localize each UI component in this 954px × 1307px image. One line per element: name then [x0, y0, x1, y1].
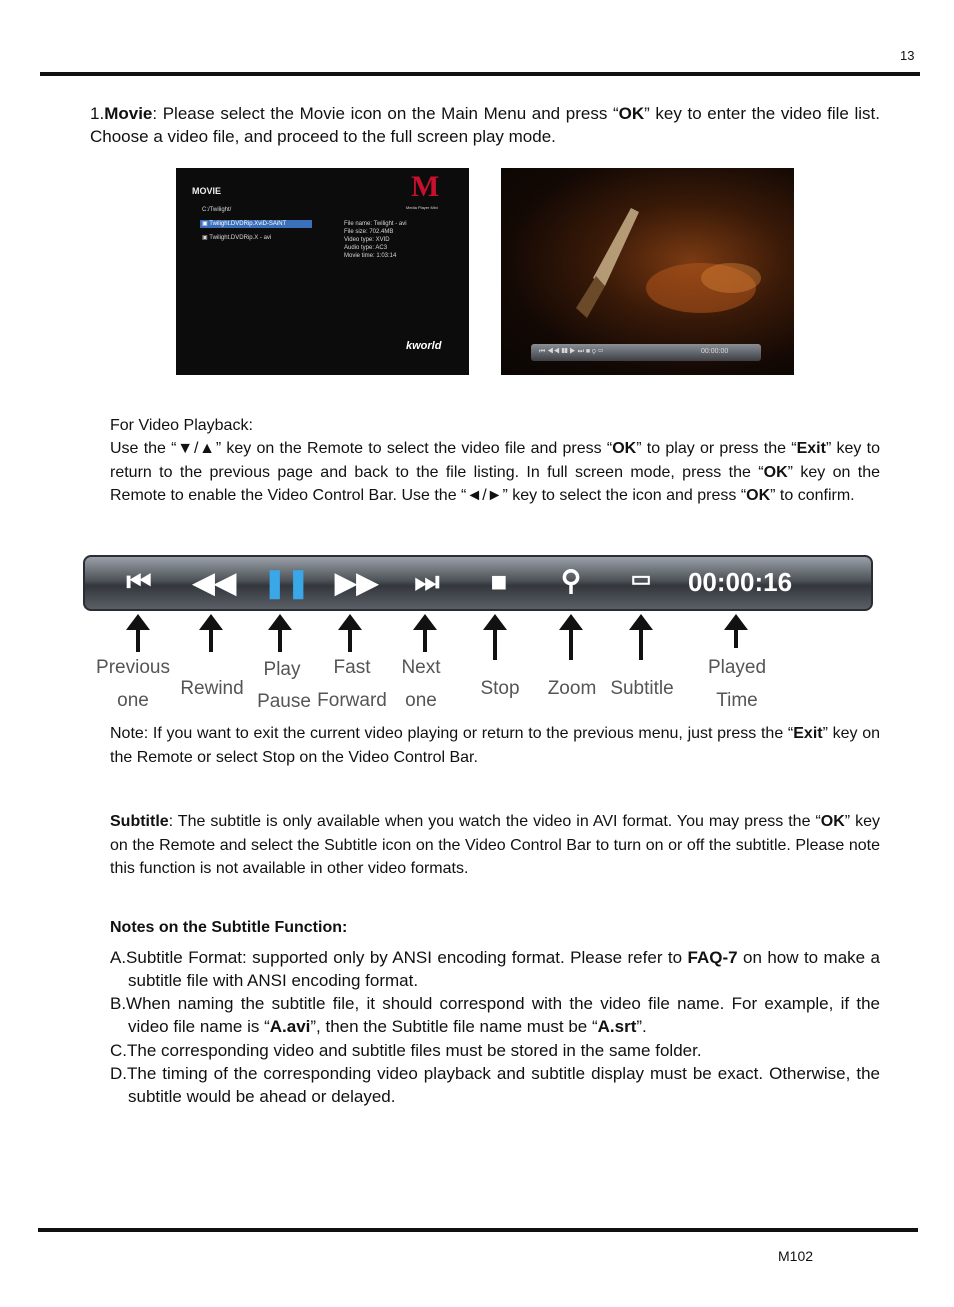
note-item-d: D.The timing of the corresponding video playback and subtitle display must be exact. Otherwise, the subtitle would be ahead or delayed.: [110, 1064, 880, 1106]
label-fast: Fast: [333, 657, 371, 678]
label-play: Play: [263, 659, 301, 680]
label-stop: Stop: [480, 678, 520, 699]
file-name: Twilight.DVDRip.X - avi: [209, 235, 272, 241]
text: ” key on the Remote and select the Subtitle icon on the Video Control Bar to turn on or off the subtitle. Please note this function is not available in other video formats.: [110, 813, 881, 877]
text: ” key on the Remote or select Stop on the Video Control Bar.: [110, 725, 880, 766]
model-number: M102: [778, 1248, 814, 1264]
notes-heading: Notes on the Subtitle Function:: [110, 919, 348, 936]
arrow-played-time: [724, 614, 748, 648]
menu-title: MOVIE: [192, 186, 222, 196]
pause-icon[interactable]: ❚❚: [263, 567, 310, 598]
subtitle-icon[interactable]: ▭: [630, 566, 652, 591]
arrow-next: [413, 614, 437, 652]
srt-filename: A.srt: [597, 1017, 637, 1036]
label-played: Played: [707, 657, 767, 678]
playback-heading: For Video Playback:: [110, 417, 253, 434]
movie-paragraph: [90, 102, 880, 148]
note-item-a: [110, 946, 880, 992]
text: ” key to return to the previous page and back to the file listing. In full screen mode, press the “: [110, 440, 881, 481]
text: : The subtitle is only available when you watch the video in AVI format. You may press the “: [168, 813, 821, 830]
text: ” key to select the icon and press “: [502, 487, 747, 504]
arrow-play: [268, 614, 292, 652]
exit-key: Exit: [793, 725, 823, 742]
text: Use the “: [110, 440, 177, 457]
brand-logo: M: [411, 170, 440, 203]
label-previous-1: Previous: [96, 657, 170, 678]
file-item[interactable]: [202, 234, 271, 242]
text: on how to make a subtitle file with ANSI encoding format.: [128, 948, 880, 990]
info-line: File name: Twilight - avi: [344, 221, 407, 227]
subtitle-paragraph: [110, 810, 880, 881]
label-subtitle: Subtitle: [610, 678, 674, 699]
text: B.When naming the subtitle file, it should correspond with the video file name. For example, if the video file name is “: [110, 994, 880, 1036]
page-number: 13: [900, 48, 915, 63]
label-pause: Pause: [257, 691, 311, 712]
file-name: Twilight.DVDRip.XviD-SAiNT: [209, 221, 287, 227]
text: Note: If you want to exit the current video playing or return to the previous menu, just press the “: [110, 725, 794, 742]
left-right-key: ◄/►: [466, 487, 503, 504]
arrow-stop: [483, 614, 507, 660]
info-line: Movie time: 1:03:14: [344, 253, 397, 259]
label-rewind: Rewind: [180, 678, 244, 699]
note-item-b: [110, 992, 880, 1038]
text: ” to confirm.: [770, 487, 855, 504]
info-line: Video type: XVID: [344, 237, 390, 243]
stop-icon[interactable]: ■: [490, 566, 508, 597]
note-item-c: C.The corresponding video and subtitle files must be stored in the same folder.: [110, 1041, 702, 1060]
up-down-key: ▼/▲: [176, 440, 216, 457]
playback-screenshot: [501, 168, 794, 375]
ok-key: OK: [820, 813, 845, 830]
played-time-readout: 00:00:16: [687, 567, 793, 597]
header-rule: [40, 72, 920, 76]
mini-control-bar: [531, 344, 761, 361]
text: ” key on the Remote to enable the Video Control Bar. Use the “: [110, 463, 881, 504]
brand-logo-subtitle: Media Player Mini: [406, 205, 438, 210]
kworld-logo: kworld: [406, 340, 442, 352]
arrow-fast: [338, 614, 362, 652]
next-icon[interactable]: ⏭: [414, 566, 440, 597]
ok-key: OK: [612, 440, 637, 457]
footer-rule: [38, 1228, 918, 1232]
playback-paragraph: [110, 437, 880, 508]
arrow-previous: [126, 614, 150, 652]
ok-key: OK: [746, 487, 771, 504]
zoom-icon[interactable]: ⚲: [560, 565, 582, 596]
movie-menu-screenshot: [176, 168, 469, 375]
arrow-rewind: [199, 614, 223, 652]
arrow-zoom: [559, 614, 583, 660]
info-line: File size: 702.4MB: [344, 229, 394, 235]
ok-key: OK: [618, 104, 645, 123]
previous-icon[interactable]: ⏮: [126, 566, 152, 597]
file-info: [344, 220, 407, 260]
exit-key: Exit: [796, 440, 826, 457]
info-line: Audio type: AC3: [344, 245, 388, 251]
file-item-selected[interactable]: [200, 220, 312, 228]
text: ”, then the Subtitle file name must be “: [310, 1017, 598, 1036]
label-forward: Forward: [317, 690, 387, 711]
text: ” key on the Remote to select the video file and press “: [215, 440, 613, 457]
rewind-icon[interactable]: ◀◀: [193, 567, 237, 598]
fast-forward-icon[interactable]: ▶▶: [335, 567, 379, 598]
movie-text-2: ” key to enter the video file list. Choose a video file, and proceed to the full screen play mode.: [90, 104, 880, 146]
movie-label: Movie: [104, 104, 153, 123]
mini-controls: ⏮ ◀◀ ❚❚ ▶ ⏭ ■ ⚲ ▭: [539, 348, 604, 355]
label-next-one: one: [405, 690, 437, 711]
mini-time: 00:00:00: [701, 348, 729, 355]
label-zoom: Zoom: [547, 678, 597, 699]
video-control-bar: [83, 555, 873, 611]
item-number: 1.: [90, 104, 105, 123]
file-icon: ▣: [202, 221, 210, 227]
arrow-subtitle: [629, 614, 653, 660]
exit-note: [110, 722, 880, 769]
text: A.Subtitle Format: supported only by ANSI encoding format. Please refer to: [110, 948, 688, 967]
file-icon: ▣: [202, 235, 210, 241]
folder-path: C:/Twilight/: [202, 207, 232, 213]
label-previous-2: one: [117, 690, 149, 711]
movie-text-1: : Please select the Movie icon on the Main Menu and press “: [152, 104, 619, 123]
ok-key: OK: [763, 463, 788, 481]
text: ” to play or press the “: [636, 440, 797, 457]
label-time: Time: [716, 690, 758, 711]
text: ”.: [636, 1017, 647, 1036]
subtitle-label: Subtitle: [110, 813, 169, 830]
label-next: Next: [401, 657, 441, 678]
faq-ref: FAQ-7: [687, 948, 738, 967]
avi-filename: A.avi: [269, 1017, 311, 1036]
